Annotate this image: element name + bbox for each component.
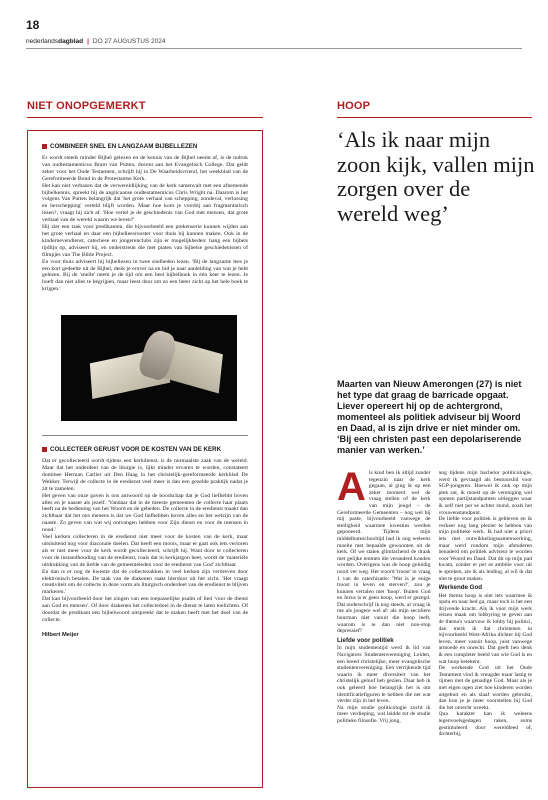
issue-date: DO 27 AUGUSTUS 2024: [92, 38, 166, 45]
article-body: [42, 155, 248, 293]
drop-cap: A: [337, 470, 366, 509]
article-column-2: [439, 470, 533, 790]
section-label-hoop: HOOP: [337, 100, 371, 112]
author-signature: Hilbert Meijer: [42, 631, 79, 638]
article-intro: Maarten van Nieuw Amerongen (27) is niet het type dat graag de barricade opgaat. Liever opereert hij op de achtergrond, momenteel als politiek adviseur bij Woord en Daad, al is zijn drive er niet minder om. ‘Bij een christen past een depolariserende manier van werken.’: [337, 379, 522, 455]
section-rule-right: [337, 117, 532, 118]
column-box: [27, 130, 263, 788]
brand-name-part2: dagblad: [58, 38, 84, 45]
masthead-separator: |: [87, 38, 89, 45]
article-body: [42, 458, 248, 624]
intertitle: Werkende God: [438, 584, 483, 592]
intertitle: Liefde voor politiek: [337, 636, 394, 644]
paragraph: En voor thuis adviseert hij bijbellezen in twee snelheden lezen. 'Bij de langzame lees je een kort gedeelte uit de Bijbel, denk je erover na en bid je naar aanleiding van wat je hebt gelezen. Bij de 'snelle' neem je de tijd om een heel bijbelboek in één keer te lezen. Je hoeft dan niet alles te begrijpen, maar leest door om zo een beter zicht op het hele boek te krijgen.': [42, 258, 248, 293]
paragraph: Het kan niet verbazen dat de verwereldlijking van de kerk samenvalt met een afnemende bijbelkennis, spreekt hij de anglicaanse oudtestamenticus Chris Wright na. Daarom is het volgens Van Putten belangrijk dat 'het grote verhaal van schepping, zondeval, verlossing en herschepping' verteld blijft worden. Maar hoe kom je voorbij aan fragmentarisch lezen?, vraagt hij zich af. 'Hoe vertel je de geschiedenis van God met mensen, dat grote verhaal van de wereld waarin we leven?': [42, 182, 248, 224]
article-subhead: [42, 143, 248, 150]
paragraph: Na mijn studie politicologie zocht ik meer verdieping, wat leidde tot de studie politieke filosofie. Vrij jong,: [337, 704, 431, 724]
paragraph: Veel kerken collecteren in de eredienst niet meer voor de kosten van de kerk, maar uitsluitend nog voor diaconale doelen. Dat heeft een moois, maar er gaat ook iets verloren als er niet meer voor de kerk wordt gecollecteerd, schrijft hij. Want door te collecteren voor de instandhouding van de eredienst, roals dat in kerkjargon heet, wordt de 'materiële uitdrukking van de liefde van de gemeenteleden voor de eredienst van God' zichtbaar.: [42, 534, 248, 568]
paragraph: De werkende God uit het Oude Testament vind ik vreugder maar lastig te rijmen met de genadige God. Maar als je met eigen ogen ziet hoe kinderen worden uitgebuit en als slaaf worden gebruikt, dan kun je je meer voorstellen bij God die het onrecht wreekt.: [438, 665, 532, 711]
paragraph: nog tijdens mijn bachelor politicologie, werd ik gevraagd als bestuurslid voor SGP-jongeren. Hoewel ik ook op mijn plek zat, ik moest op de vereniging wel openen partijstandpunten uitleggen waar ik zelf niet per se achter stond, zoals het vrouwenstandpunt.: [438, 470, 532, 516]
paragraph: Dat kan bijvoorbeeld door het zingen van een toepasselijke psalm of lied 'voor de dienst aan God en mensen'. Of door diakenen het collectedoel in de dienst te laten toelichten. Of doordat de predikant een bijbelwoord uitspreekt dat te maken heeft met het doel van de collecte.: [42, 596, 248, 623]
article-subhead: [42, 446, 248, 453]
section-rule-left: [27, 117, 263, 118]
article-headline: ‘Als ik naar mijn zoon kijk, vallen mijn zorgen over de wereld weg’: [337, 127, 535, 226]
header-rule: [26, 48, 522, 49]
bullet-square-icon: [42, 447, 47, 452]
paragraph: Dat er gecollecteerd wordt tijdens een kerkdienst, is de normaalste zaak van de wereld. Maar dat het onderdeel van de liturgie is, lijkt minder ervaren te worden, constateert dominee Herman Carlier uit Den Haag in het christelijk-gereformeerde kerkblad De Wekker. Terwijl de collecte in de eredienst veel meer is dan een gezelde praktijk nadat je zit te zamelen.: [42, 458, 248, 492]
paragraph: Qua karakter kan ik weleens tegenvoelsgedagen raken, soms gestimuleerd door wereldleed of, dichterbij,: [438, 711, 532, 738]
paragraph: Het thema hoop is niet iets waarmee ik opsta en naar bed ga, maar toch is het een drijvende kracht. Als ik voor mijn werk reizen maak om lobbyring te geven aan de thema's waarvoor ik lobby bij politici, dan merk ik dat christenen in bijvoorbeeld West-Afrika dichter bij God leven, meer vanuit hoop, juist vanwege armoede en onrecht. Dat geeft hen denk ik een completer beeld van wie God is en wat hoop betekent.: [438, 592, 532, 665]
article-columns: [337, 470, 532, 790]
subhead-text: COLLECTEER GERUST VOOR DE KOSTEN VAN DE KERK: [50, 446, 222, 454]
paragraph: Het geven van onze gaven is ons antwoord op de boodschap dat je God liefhebbt boven alles en je naaste als jezelf. 'Vandaar dat in de meeste gemeenten de collecte haar plaats heeft na de bediening van het Woord en de gebeden. De collecte in de eredienst maakt dan zichtbaar dat het ons menens is dat we God liefhebben boven alles en het welzijn van de naaste. Zo geven van wat wij ontvangen hebben voor Zijn dienst en voor de mensen in nood.': [42, 492, 248, 534]
bible-reading-photo: [61, 315, 237, 421]
paragraph: In mijn studententijd werd ik lid van Navigators Studentenvereniging Leiden, een breed christelijke, meer evangelische studentenvereniging. Een verrijkende tijd waarin ik meer diversiteit van het christelijk geloof heb gezien. Daar heb ik ook geleerd hoe belangrijk het is om identificatiefiguren te hebben die net wat verder zijn in het leven.: [337, 645, 431, 705]
page-number: 18: [26, 18, 40, 32]
article-divider: [42, 435, 248, 436]
paragraph: De liefde voor politiek is gebleven en ik verkeer nog lang plezier te hebben van mijn politieke werk. Ik had niet a priori iets met ontwikkelingssamenwerking, maar werd rondom mijn afstuderen benaderd om politiek adviseur te worden voor Woord en Daad. Dat dit op mijn pad kwam, zonder er per se ambitie voor uit te spreken, zie ik als leiding, al wil ik dat niet te groot maken.: [438, 516, 532, 582]
paragraph: Er wordt steeds minder Bijbel gelezen en de kennis van de Bijbel neemt af, is de indruk van oudtestamenticus Bram van Putten, docent aan het Evangelisch College. Dat geldt zeker voor het Oude Testament, schrijft hij in De Waarheidsvriend, het weekblad van de Gereformeerde Bond in de Protestantse Kerk.: [42, 155, 248, 182]
paragraph: ls kind ben ik altijd zonder tegenzin naar de kerk gegaan, al ging ik op een zeker moment wel de vraag stellen of de kerk van mijn jeugd – de Gereformeerde Gemeenten – nog wel bij mij paste, bijvoorbeeld vanwege de stelligheid waarmee kwesties werden geponeerd. Tijdens mijn middelbareschooltijd had ik nog weleens moeite met bepaalde gewoonten uit de kerk. Of we stalen glimlachend de draak met gelijke tenmen die veranderd konden worden. Overigens was de hoop geluidig nooit ver weg. Het woord 'troost' in vraag 1 van de catechisatie: 'Wat is je enige troost in leven en sterven?', zou je kunnen vertalen met 'hoop'. Buiten God en Jezus is er geen hoop, werd er gezegd. Dat onderschrijf ik nog steeds, al vraag ik me als jongere wel af: als mijn seculiere buurman niet vanuit die hoop leeft, waarom is ie dan niet non-stop depressief?: [337, 470, 431, 635]
article-column-1: [337, 470, 431, 790]
paragraph: Hij ziet een taak voor predikanten, die bijvoorbeeld een prekenserie kunnen wijden aan het grote verhaal en daar een bijbelleesrooster voor thuis bij kunnen maken. Ook in de kindernevendienst, catechese en jongerenclubs zijn er mogelijkheden: hang een bijbels tijdlijn op, adviseert hij, en onderstreun die met platen van bijbelse geschiedenissen of filmpjes van The Bible Project.: [42, 224, 248, 258]
bullet-square-icon: [42, 144, 47, 149]
brand-name-part1: nederlands: [26, 38, 59, 45]
subhead-text: COMBINEER SNEL EN LANGZAAM BIJBELLEZEN: [50, 143, 198, 150]
masthead: [26, 38, 166, 45]
section-label-niet-onopgemerkt: NIET ONOPGEMERKT: [27, 100, 146, 112]
paragraph: En dan is er nog de kwestie dat de collectezakken in veel kerken zijn verdreven door elektronisch betalen. De taak van de diakenen raakt hierdoor uit het zicht. 'Het vraagt creativiteit om de collecte in deze vorm als liturgisch onderdeel van de eredienst te blijven markeren.': [42, 568, 248, 596]
